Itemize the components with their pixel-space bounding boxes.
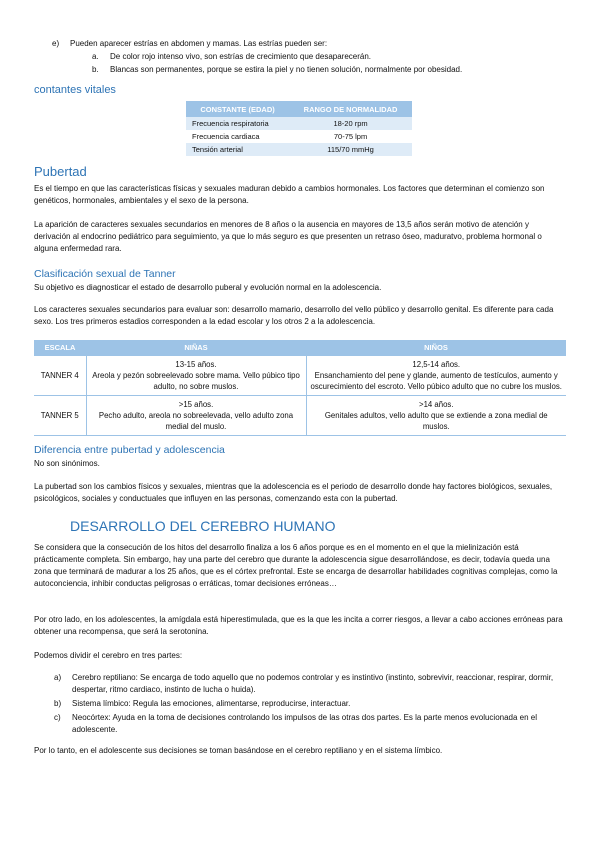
cerebro-paragraph-3: Podemos dividir el cerebro en tres partes: — [34, 651, 183, 660]
table-cell: >15 años. Pecho adulto, areola no sobreelevada, vello adulto zona medial del muslo. — [86, 396, 306, 436]
table-cell: >14 años. Genitales adultos, vello adulto que se extiende a zona medial de muslos. — [306, 396, 566, 436]
pubertad-heading: Pubertad — [34, 164, 87, 179]
list-item — [34, 698, 566, 710]
tanner-paragraph-1: Su objetivo es diagnosticar el estado de desarrollo puberal y evolución normal en la adolescencia. — [34, 283, 382, 292]
table-cell: Frecuencia respiratoria — [186, 117, 289, 130]
tanner-col-header: NIÑOS — [306, 340, 566, 356]
table-row — [34, 396, 566, 436]
list-text: Cerebro reptiliano: Se encarga de todo aquello que no podemos controlar y es instintivo (instinto, sobrevivir, reaccionar, respirar, dormir, despertar, ritmo cardiaco, instinto de lucha o huida). — [72, 673, 554, 694]
table-row — [34, 356, 566, 396]
cerebro-paragraph-2: Por otro lado, en los adolescentes, la amígdala está hiperestimulada, que es la que les incita a correr riesgos, a llevar a cabo acciones erróneas para obtener una recompensa, que será la serotonina. — [34, 615, 563, 636]
list-item-e — [52, 38, 572, 50]
list-item — [34, 712, 566, 736]
table-row — [186, 117, 412, 130]
cerebro-paragraph-4: Por lo tanto, en el adolescente sus decisiones se toman basándose en el cerebro reptiliano y en el sistema límbico. — [34, 746, 443, 755]
brain-parts-list — [34, 672, 566, 736]
sublist-item-b — [92, 64, 572, 76]
tanner-col-header: NIÑAS — [86, 340, 306, 356]
vitals-heading: contantes vitales — [34, 84, 116, 96]
sublist-marker: a. — [92, 52, 99, 61]
list-marker: e) — [52, 39, 60, 48]
table-cell: 18-20 rpm — [289, 117, 412, 130]
list-marker: c) — [54, 713, 61, 722]
table-cell: TANNER 5 — [34, 396, 86, 436]
table-cell: TANNER 4 — [34, 356, 86, 396]
table-cell: 12,5-14 años. Ensanchamiento del pene y glande, aumento de testículos, aumento y oscurecimiento del escroto. Vello púbico adulto que no cubre los muslos. — [306, 356, 566, 396]
list-marker: a) — [54, 673, 62, 682]
vitals-col-header: RANGO DE NORMALIDAD — [289, 101, 412, 117]
table-cell: 115/70 mmHg — [289, 143, 412, 156]
table-row — [186, 130, 412, 143]
table-cell: Tensión arterial — [186, 143, 289, 156]
vitals-table — [186, 101, 412, 156]
list-text: Sistema límbico: Regula las emociones, alimentarse, reproducirse, interactuar. — [72, 699, 351, 708]
list-text: Pueden aparecer estrías en abdomen y mamas. Las estrías pueden ser: — [70, 39, 328, 48]
pubertad-paragraph-1: Es el tiempo en que las características físicas y sexuales maduran debido a cambios hormonales. Los factores que determinan el comienzo son genéticos, hormonales, ambientales y el sexo de la persona. — [34, 184, 545, 205]
table-cell: 13-15 años. Areola y pezón sobreelevado sobre mama. Vello púbico tipo adulto, no sobre muslos. — [86, 356, 306, 396]
pubertad-paragraph-2: La aparición de caracteres sexuales secundarios en menores de 8 años o la ausencia en mayores de 13,5 años serán motivo de atención y derivación al endocrino pediátrico para seguimiento, ya que lo más seguro es que presenten un retraso óseo, maduratvo, problema hormonal o alguna enfermedad rara. — [34, 220, 542, 253]
sublist-marker: b. — [92, 65, 99, 74]
tanner-col-header: ESCALA — [34, 340, 86, 356]
list-item — [34, 672, 566, 696]
tanner-paragraph-2: Los caracteres sexuales secundarios para evaluar son: desarrollo mamario, desarrollo del vello público y desarrollo genital. Es diferente para cada sexo. Los tres primeros estadios corresponden a la edad escolar y los otros 2 a la adolescencia. — [34, 305, 554, 326]
sublist-text: Blancas son permanentes, porque se estira la piel y no tienen solución, normalmente por obesidad. — [110, 65, 463, 74]
sublist-item-a — [92, 51, 572, 63]
tanner-table — [34, 340, 566, 436]
diferencia-paragraph-2: La pubertad son los cambios físicos y sexuales, mientras que la adolescencia es el periodo de desarrollo donde hay factores biológicos, sexuales, psicológicos, sociales y conductuales que influyen en las personas, comenzando esta con la pubertad. — [34, 482, 553, 503]
table-cell: 70-75 lpm — [289, 130, 412, 143]
list-marker: b) — [54, 699, 62, 708]
tanner-heading: Clasificación sexual de Tanner — [34, 268, 176, 280]
diferencia-paragraph-1: No son sinónimos. — [34, 459, 100, 468]
table-cell: Frecuencia cardiaca — [186, 130, 289, 143]
cerebro-heading: DESARROLLO DEL CEREBRO HUMANO — [70, 518, 336, 534]
vitals-col-header: CONSTANTE (EDAD) — [186, 101, 289, 117]
cerebro-paragraph-1: Se considera que la consecución de los hitos del desarrollo finaliza a los 6 años porque es en el momento en el que la mielinización está prácticamente completa. Sin embargo, hay una parte del cerebro que durante la adolescencia sigue desarrollándose, es decir, todavía queda una zona que terminará de madurar a los 25 años, que es el córtex prefrontal. Este se encarga de desarrollar habilidades cognitivas complejas, como la autoconciencia, inhibir conductas peligrosas o erráticas, tomar decisiones erróneas… — [34, 543, 558, 588]
list-text: Neocórtex: Ayuda en la toma de decisiones controlando los impulsos de las otras dos partes. Es la parte menos evolucionada en el adolescente. — [72, 713, 538, 734]
diferencia-heading: Diferencia entre pubertad y adolescencia — [34, 444, 225, 456]
table-row — [186, 143, 412, 156]
sublist-text: De color rojo intenso vivo, son estrías de crecimiento que desaparecerán. — [110, 52, 372, 61]
